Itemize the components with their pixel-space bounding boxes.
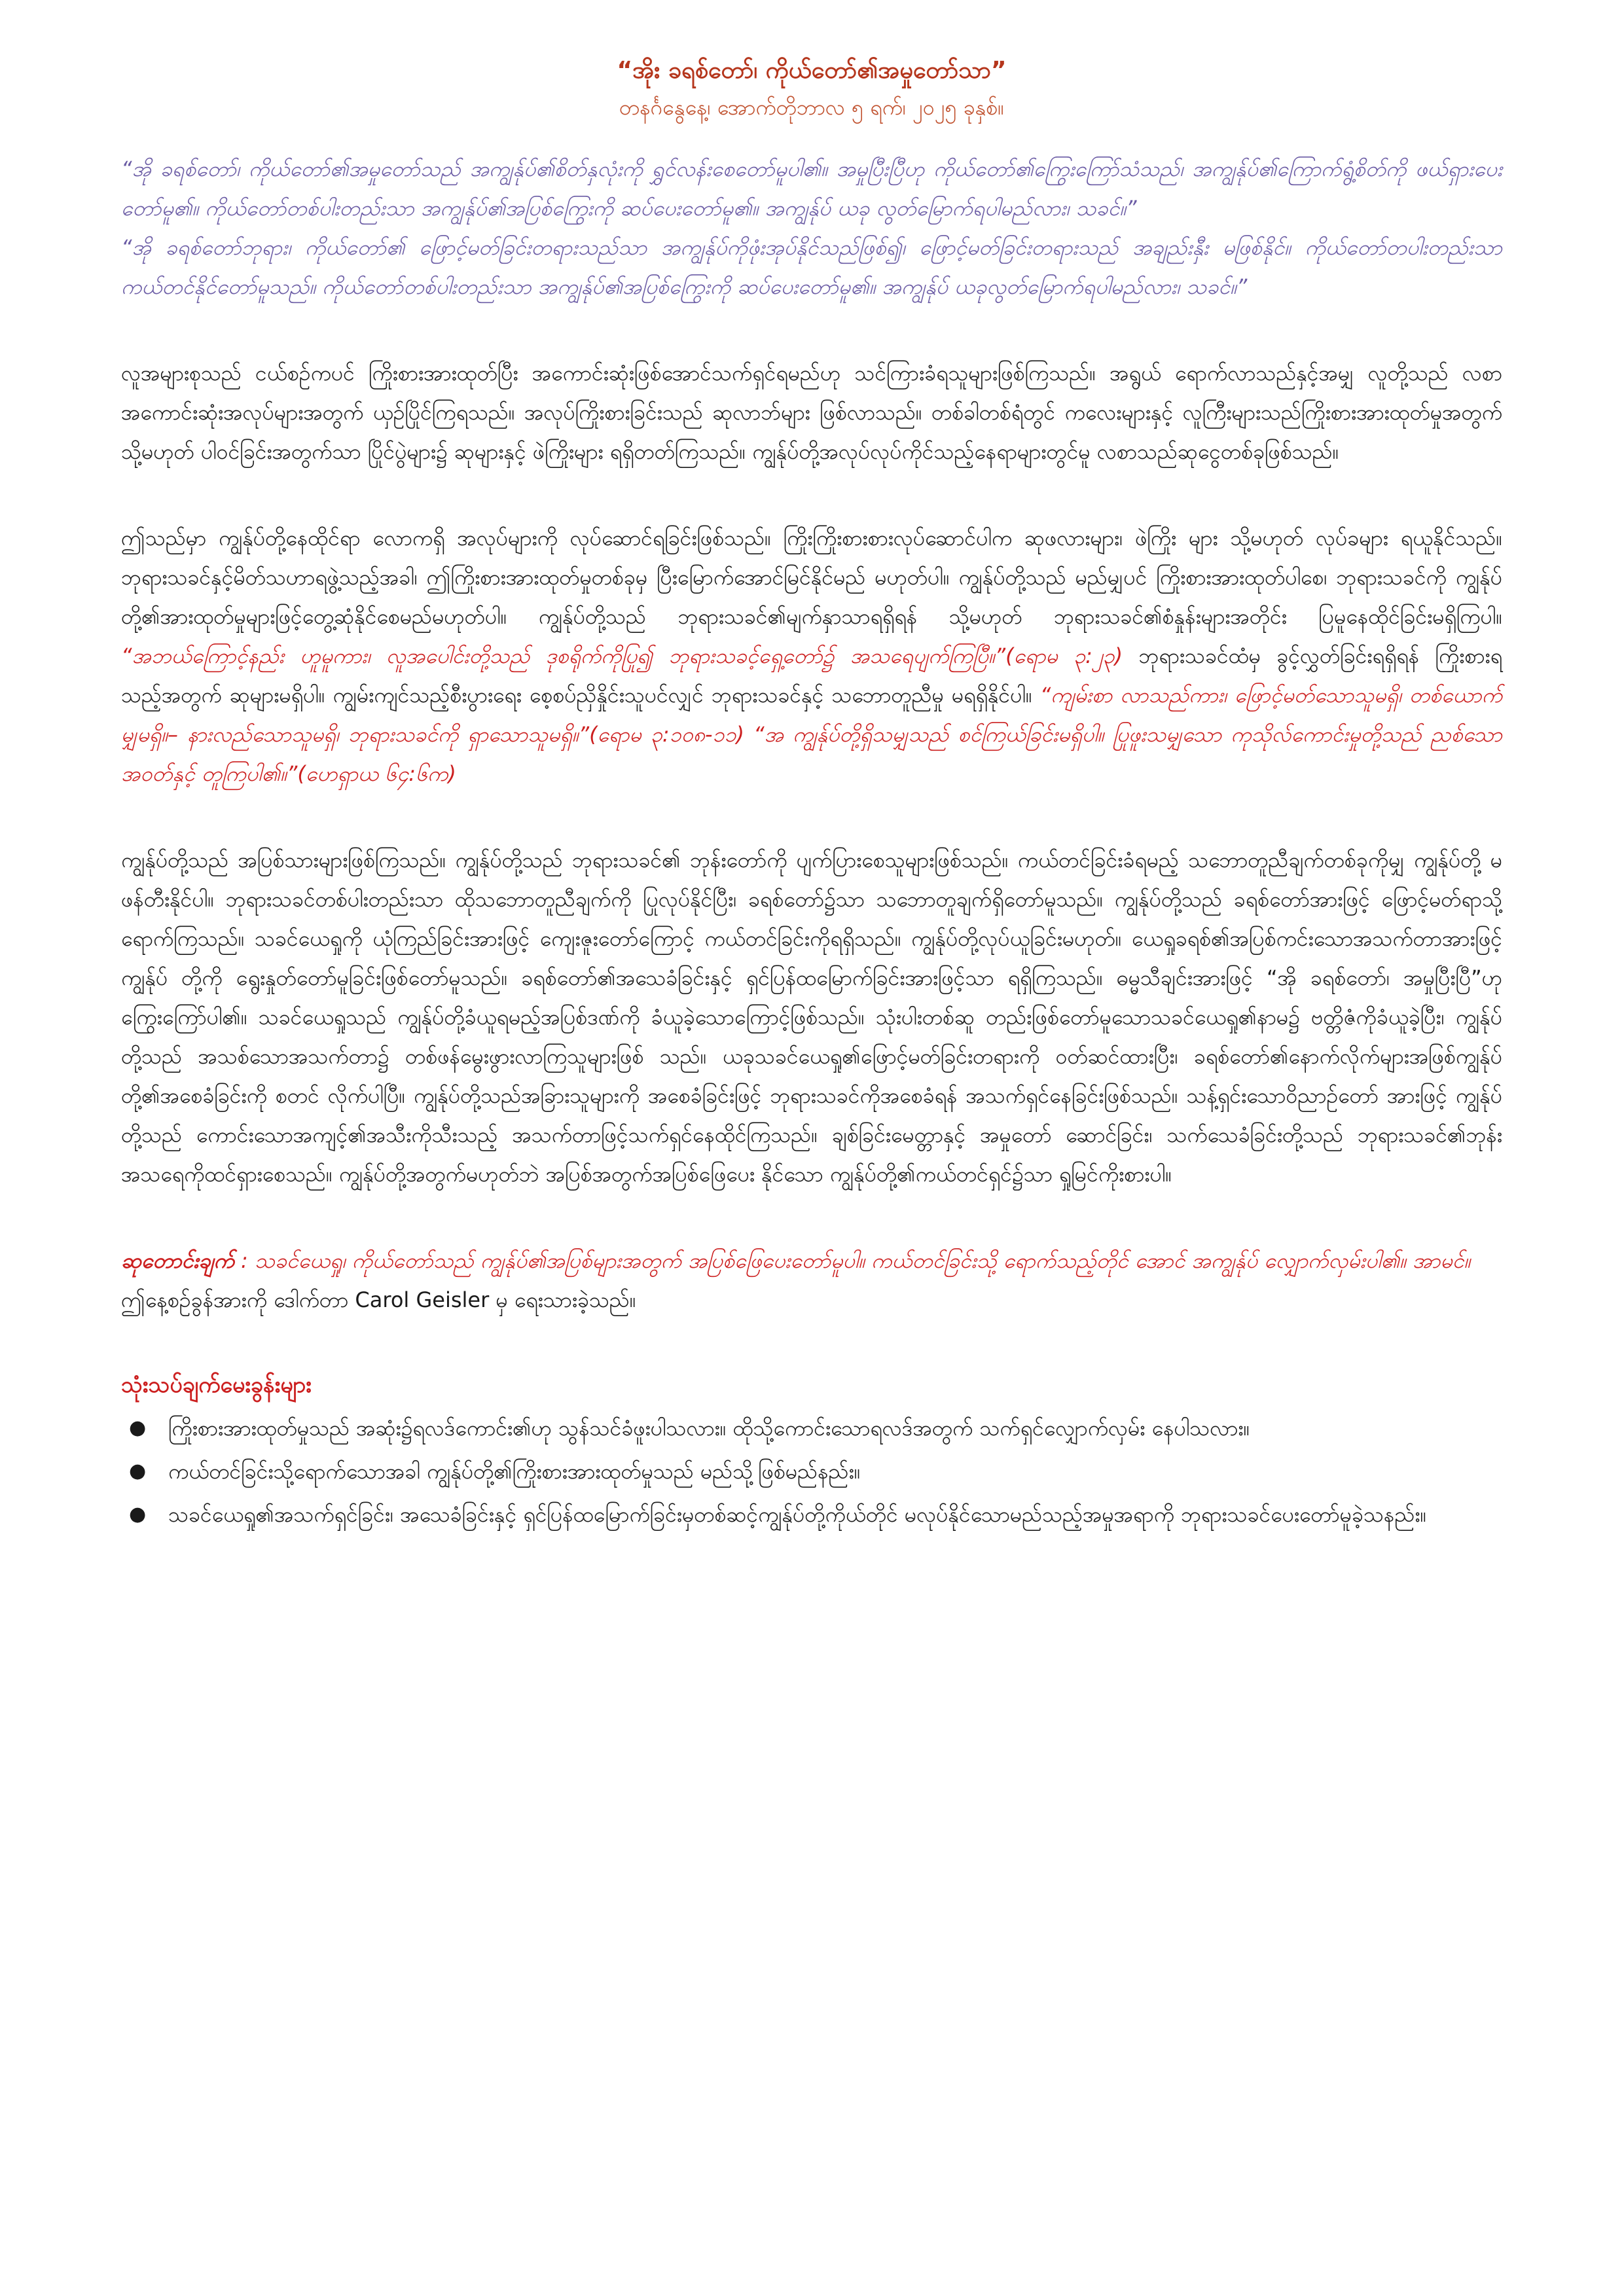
prayer-label: ဆုတောင်းချက် <box>121 1248 234 1273</box>
reflection-questions-list <box>121 1408 1502 1534</box>
prayer <box>121 1241 1502 1280</box>
scripture-quote-romans-3-10-isaiah-64-6: “ကျမ်းစာ လာသည်ကား၊ ဖြောင့်မတ်သောသူမရှိ၊ တစ်ယောက်မျှမရှိ။– နားလည်သောသူမရှိ၊ ဘုရားသခင်ကို ရှာသောသူမရှိ။”(ရောမ ၃:၁၀၈-၁၁) “အ ကျွန်ုပ်တို့ရှိသမျှသည် စင်ကြယ်ခြင်းမရှိပါ။ ပြုဖူးသမျှသော ကုသိုလ်ကောင်းမှုတို့သည် ညစ်သောအဝတ်နှင့် တူကြပါ၏။”(ဟေရှာယ ၆၄:၆က) <box>121 683 1503 786</box>
reflection-questions-heading: သုံးသပ်ချက်မေးခွန်းများ <box>121 1372 312 1398</box>
question-3: သခင်ယေရှု၏အသက်ရှင်ခြင်း၊ အသေခံခြင်းနှင့် ရှင်ပြန်ထမြောက်ခြင်းမှတစ်ဆင့်ကျွန်ုပ်တို့ကိုယ်တိုင် မလုပ်နိုင်သောမည်သည့်အမှုအရာကို ဘုရားသခင်ပေးတော်မူခဲ့သနည်း။ <box>168 1502 1427 1527</box>
scripture-quote-romans-3-23: “အဘယ်ကြောင့်နည်း ဟူမူကား၊ လူအပေါင်းတို့သည် ဒုစရိုက်ကိုပြု၍ ဘုရားသခင့်ရှေ့တော်၌ အသရေပျက်ကြပြီ။”(ရောမ ၃:၂၃) <box>121 643 1123 668</box>
author-byline: ဤနေ့စဉ်ခွန်အားကို ဒေါက်တာ Carol Geisler မှ ရေးသားခဲ့သည်။ <box>121 1287 636 1312</box>
body-paragraph-3: ကျွန်ုပ်တို့သည် အပြစ်သားများဖြစ်ကြသည်။ ကျွန်ုပ်တို့သည် ဘုရားသခင်၏ ဘုန်းတော်ကို ပျက်ပြားစေသူများဖြစ်သည်။ ကယ်တင်ခြင်းခံရမည့် သဘောတူညီချက်တစ်ခုကိုမျှ ကျွန်ုပ်တို့ မဖန်တီးနိုင်ပါ။ ဘုရားသခင်တစ်ပါးတည်းသာ ထိုသဘောတူညီချက်ကို ပြုလုပ်နိုင်ပြီး၊ ခရစ်တော်၌သာ သဘောတူချက်ရှိတော်မူသည်။ ကျွန်ုပ်တို့သည် ခရစ်တော်အားဖြင့် ဖြောင့်မတ်ရာသို့ ရောက်ကြသည်။ သခင်ယေရှုကို ယုံကြည်ခြင်းအားဖြင့် ကျေးဇူးတော်ကြောင့် ကယ်တင်ခြင်းကိုရရှိသည်။ ကျွန်ုပ်တို့လုပ်ယူခြင်းမဟုတ်။ ယေရှုခရစ်၏အပြစ်ကင်းသောအသက်တာအားဖြင့် ကျွန်ုပ် တို့ကို ရွေးနှုတ်တော်မူခြင်းဖြစ်တော်မူသည်။ ခရစ်တော်၏အသေခံခြင်းနှင့် ရှင်ပြန်ထမြောက်ခြင်းအားဖြင့်သာ ရရှိကြသည်။ ဓမ္မသီချင်းအားဖြင့် “အို ခရစ်တော်၊ အမှုပြီးပြီ”ဟု ကြွေးကြော်ပါ၏။ သခင်ယေရှုသည် ကျွန်ုပ်တို့ခံယူရမည့်အပြစ်ဒဏ်ကို ခံယူခဲ့သောကြောင့်ဖြစ်သည်။ သုံးပါးတစ်ဆူ တည်းဖြစ်တော်မူသောသခင်ယေရှု၏နာမ၌ ဗတ္တိဇံကိုခံယူခဲ့ပြီး၊ ကျွန်ုပ်တို့သည် အသစ်သောအသက်တာ၌ တစ်ဖန်မွေးဖွားလာကြသူများဖြစ် သည်။ ယခုသခင်ယေရှု၏ဖြောင့်မတ်ခြင်းတရားကို ဝတ်ဆင်ထားပြီး၊ ခရစ်တော်၏နောက်လိုက်များအဖြစ်ကျွန်ုပ်တို့၏အစေခံခြင်းကို စတင် လိုက်ပါပြီ။ ကျွန်ုပ်တို့သည်အခြားသူများကို အစေခံခြင်းဖြင့် ဘုရားသခင်ကိုအစေခံရန် အသက်ရှင်နေခြင်းဖြစ်သည်။ သန့်ရှင်းသောဝိညာဉ်တော် အားဖြင့် ကျွန်ုပ်တို့သည် ကောင်းသောအကျင့်၏အသီးကိုသီးသည့် အသက်တာဖြင့်သက်ရှင်နေထိုင်ကြသည်။ ချစ်ခြင်းမေတ္တာနှင့် အမှုတော် ဆောင်ခြင်း၊ သက်သေခံခြင်းတို့သည် ဘုရားသခင်၏ဘုန်းအသရေကိုထင်ရှားစေသည်။ ကျွန်ုပ်တို့အတွက်မဟုတ်ဘဲ အပြစ်အတွက်အပြစ်ဖြေပေး နိုင်သော ကျွန်ုပ်တို့၏ကယ်တင်ရှင်၌သာ ရှုမြင်ကိုးစားပါ။ <box>121 848 1503 1187</box>
page-title: “အိုး ခရစ်တော်၊ ကိုယ်တော်၏အမှုတော်သာ” <box>617 57 1007 84</box>
paragraph-2-text-1: ဤသည်မှာ ကျွန်ုပ်တို့နေထိုင်ရာ လောကရှိ အလုပ်များကို လုပ်ဆောင်ရခြင်းဖြစ်သည်။ ကြိုးကြိုးစားစားလုပ်ဆောင်ပါက ဆုဖလားများ၊ ဖဲကြိုး များ သို့မဟုတ် လုပ်ခများ ရယူနိုင်သည်။ ဘုရားသခင်နှင့်မိတ်သဟာရဖွဲ့သည့်အခါ၊ ဤကြိုးစားအားထုတ်မှုတစ်ခုမှ ပြီးမြောက်အောင်မြင်နိုင်မည် မဟုတ်ပါ။ ကျွန်ုပ်တို့သည် မည်မျှပင် ကြိုးစားအားထုတ်ပါစေ၊ ဘုရားသခင်ကို ကျွန်ုပ်တို့၏အားထုတ်မှုများဖြင့်တွေ့ဆုံနိုင်စေမည်မဟုတ်ပါ။ ကျွန်ုပ်တို့သည် ဘုရားသခင်၏မျက်နှာသာရရှိရန် သို့မဟုတ် ဘုရားသခင်၏စံနှုန်းများအတိုင်း ပြမူနေထိုင်ခြင်းမရှိကြပါ။ <box>121 526 1502 629</box>
prayer-text: : သခင်ယေရှု၊ ကိုယ်တော်သည် ကျွန်ုပ်၏အပြစ်များအတွက် အပြစ်ဖြေပေးတော်မူပါ။ ကယ်တင်ခြင်းသို့ ရောက်သည့်တိုင် အောင် အကျွန်ုပ် လျှောက်လှမ်းပါ၏။ အာမင်။ <box>234 1248 1471 1273</box>
hymn-quote-1: “အို ခရစ်တော်၊ ကိုယ်တော်၏အမှုတော်သည် အကျွန်ုပ်၏စိတ်နှလုံးကို ရွှင်လန်းစေတော်မူပါ၏။ အမှုပြီးပြီဟု ကိုယ်တော်၏ကြွေးကြော်သံသည်၊ အကျွန်ုပ်၏ကြောက်ရွံ့စိတ်ကို ဖယ်ရှားပေးတော်မူ၏။ ကိုယ်တော်တစ်ပါးတည်းသာ အကျွန်ုပ်၏အပြစ်ကြွေးကို ဆပ်ပေးတော်မူ၏။ အကျွန်ုပ် ယခု လွတ်မြောက်ရပါမည်လား၊ သခင်။” <box>121 156 1502 221</box>
list-item <box>121 1495 1502 1534</box>
body-paragraph-2 <box>121 518 1502 793</box>
body-paragraph-1: လူအများစုသည် ငယ်စဉ်ကပင် ကြိုးစားအားထုတ်ပြီး အကောင်းဆုံးဖြစ်အောင်သက်ရှင်ရမည်ဟု သင်ကြားခံရသူများဖြစ်ကြသည်။ အရွယ် ရောက်လာသည်နှင့်အမျှ လူတို့သည် လစာအကောင်းဆုံးအလုပ်များအတွက် ယှဉ်ပြိုင်ကြရသည်။ အလုပ်ကြိုးစားခြင်းသည် ဆုလာဘ်များ ဖြစ်လာသည်။ တစ်ခါတစ်ရံတွင် ကလေးများနှင့် လူကြီးများသည်ကြိုးစားအားထုတ်မှုအတွက် သို့မဟုတ် ပါဝင်ခြင်းအတွက်သာ ပြိုင်ပွဲများ၌ ဆုများနှင့် ဖဲကြိုးများ ရရှိတတ်ကြသည်။ ကျွန်ုပ်တို့အလုပ်လုပ်ကိုင်သည့်နေရာများတွင်မူ လစာသည်ဆုငွေတစ်ခုဖြစ်သည်။ <box>121 361 1502 464</box>
list-item <box>121 1452 1502 1491</box>
question-2: ကယ်တင်ခြင်းသို့ရောက်သောအခါ ကျွန်ုပ်တို့၏ကြိုးစားအားထုတ်မှုသည် မည်သို့ဖြစ်မည်နည်း။ <box>168 1459 861 1484</box>
hymn-quote-block <box>121 149 1502 306</box>
bullet-icon: ● <box>129 1503 147 1526</box>
page-date: တနင်္ဂနွေနေ့၊ အောက်တိုဘာလ ၅ ရက်၊ ၂၀၂၅ ခုနှစ်။ <box>619 95 1004 120</box>
question-1: ကြိုးစားအားထုတ်မှုသည် အဆုံး၌ရလဒ်ကောင်း၏ဟု သွန်သင်ခံဖူးပါသလား။ ထိုသို့ကောင်းသောရလဒ်အတွက် သက်ရှင်လျှောက်လှမ်း နေပါသလား။ <box>168 1416 1250 1441</box>
bullet-icon: ● <box>129 1416 147 1439</box>
bullet-icon: ● <box>129 1460 147 1482</box>
paragraph-2-text-2: ဘုရားသခင်ထံမှ ခွင့်လွှတ်ခြင်းရရှိရန် ကြိုးစားရသည့်အတွက် ဆုများမရှိပါ။ ကျွမ်းကျင်သည့်စီးပွားရေး စေ့စပ်ညှိနှိုင်းသူပင်လျှင် ဘုရားသခင်နှင့် သဘောတူညီမှု မရရှိနိုင်ပါ။ <box>121 643 1503 708</box>
devotional-page <box>121 52 1502 1538</box>
list-item <box>121 1408 1502 1448</box>
hymn-quote-2: “အို ခရစ်တော်ဘုရား၊ ကိုယ်တော်၏ ဖြောင့်မတ်ခြင်းတရားသည်သာ အကျွန်ုပ်ကိုဖုံးအုပ်နိုင်သည်ဖြစ်၍၊ ဖြောင့်မတ်ခြင်းတရားသည် အချည်းနှီး မဖြစ်နိုင်။ ကိုယ်တော်တပါးတည်းသာ ကယ်တင်နိုင်တော်မူသည်။ ကိုယ်တော်တစ်ပါးတည်းသာ အကျွန်ုပ်၏အပြစ်ကြွေးကို ဆပ်ပေးတော်မူ၏။ အကျွန်ုပ် ယခုလွတ်မြောက်ရပါမည်လား၊ သခင်။” <box>121 235 1502 299</box>
